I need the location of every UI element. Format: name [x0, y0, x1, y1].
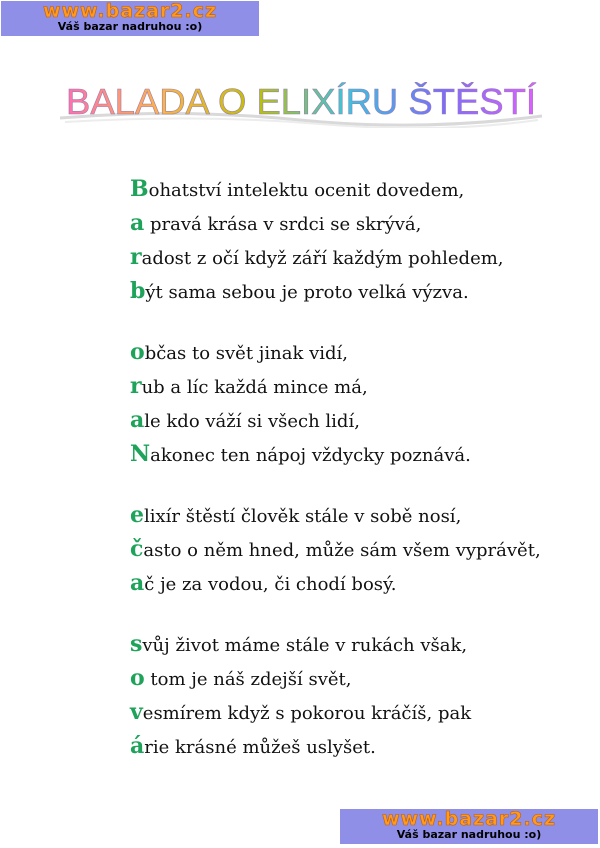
- acrostic-initial: s: [130, 631, 143, 657]
- acrostic-initial: a: [130, 210, 145, 236]
- acrostic-initial: b: [130, 278, 146, 304]
- acrostic-initial: r: [130, 373, 142, 399]
- acrostic-initial: o: [130, 339, 145, 365]
- line-text: vůj život máme stále v rukách však,: [142, 635, 468, 656]
- poem-body: [130, 172, 560, 790]
- banner-bottom[interactable]: [340, 809, 598, 844]
- poem-line: [130, 695, 560, 729]
- acrostic-initial: č: [130, 536, 144, 562]
- poem-line: [130, 369, 560, 403]
- poem-line: [130, 437, 560, 471]
- line-text: ohatství intelektu ocenit dovedem,: [148, 180, 465, 201]
- line-text: asto o něm hned, může sám všem vyprávět,: [143, 540, 541, 561]
- acrostic-initial: e: [130, 502, 144, 528]
- acrostic-initial: B: [130, 176, 149, 202]
- line-text: č je za vodou, či chodí bosý.: [144, 574, 397, 595]
- line-text: bčas to svět jinak vidí,: [144, 343, 349, 364]
- acrostic-initial: r: [130, 244, 142, 270]
- banner-url[interactable]: www.bazar2.cz: [42, 0, 218, 22]
- stanza: [130, 172, 560, 308]
- line-text: pravá krása v srdci se skrývá,: [144, 214, 422, 235]
- poem-line: [130, 661, 560, 695]
- acrostic-initial: á: [130, 733, 145, 759]
- stanza: [130, 498, 560, 600]
- banner-tagline: Váš bazar nadruhou :o): [396, 828, 542, 841]
- poem-line: [130, 566, 560, 600]
- poem-line: [130, 274, 560, 308]
- banner-top[interactable]: [1, 1, 259, 36]
- poem-line: [130, 729, 560, 763]
- poem-line: [130, 206, 560, 240]
- stanza: [130, 627, 560, 763]
- poem-title: [60, 78, 542, 128]
- acrostic-initial: a: [130, 407, 145, 433]
- line-text: lixír štěstí člověk stále v sobě nosí,: [144, 506, 462, 527]
- poem-line: [130, 172, 560, 206]
- line-text: tom je náš zdejší svět,: [144, 669, 352, 690]
- banner-url[interactable]: www.bazar2.cz: [381, 808, 557, 830]
- acrostic-initial: a: [130, 570, 145, 596]
- line-text: ýt sama sebou je proto velká výzva.: [145, 282, 469, 303]
- poem-line: [130, 498, 560, 532]
- acrostic-initial: N: [130, 441, 151, 467]
- title-wordart: [60, 78, 542, 128]
- title-text: BALADA O ELIXÍRU ŠTĚSTÍ: [66, 81, 536, 122]
- line-text: akonec ten nápoj vždycky poznává.: [150, 445, 471, 466]
- acrostic-initial: o: [130, 665, 145, 691]
- poem-line: [130, 335, 560, 369]
- poem-line: [130, 532, 560, 566]
- line-text: rie krásné můžeš uslyšet.: [144, 737, 376, 758]
- banner-tagline: Váš bazar nadruhou :o): [57, 20, 203, 33]
- line-text: le kdo váží si všech lidí,: [144, 411, 360, 432]
- line-text: esmírem když s pokorou kráčíš, pak: [142, 703, 472, 724]
- acrostic-initial: v: [130, 699, 143, 725]
- line-text: ub a líc každá mince má,: [141, 377, 368, 398]
- stanza: [130, 335, 560, 471]
- poem-line: [130, 627, 560, 661]
- poem-line: [130, 240, 560, 274]
- line-text: adost z očí když září každým pohledem,: [141, 248, 504, 269]
- poem-line: [130, 403, 560, 437]
